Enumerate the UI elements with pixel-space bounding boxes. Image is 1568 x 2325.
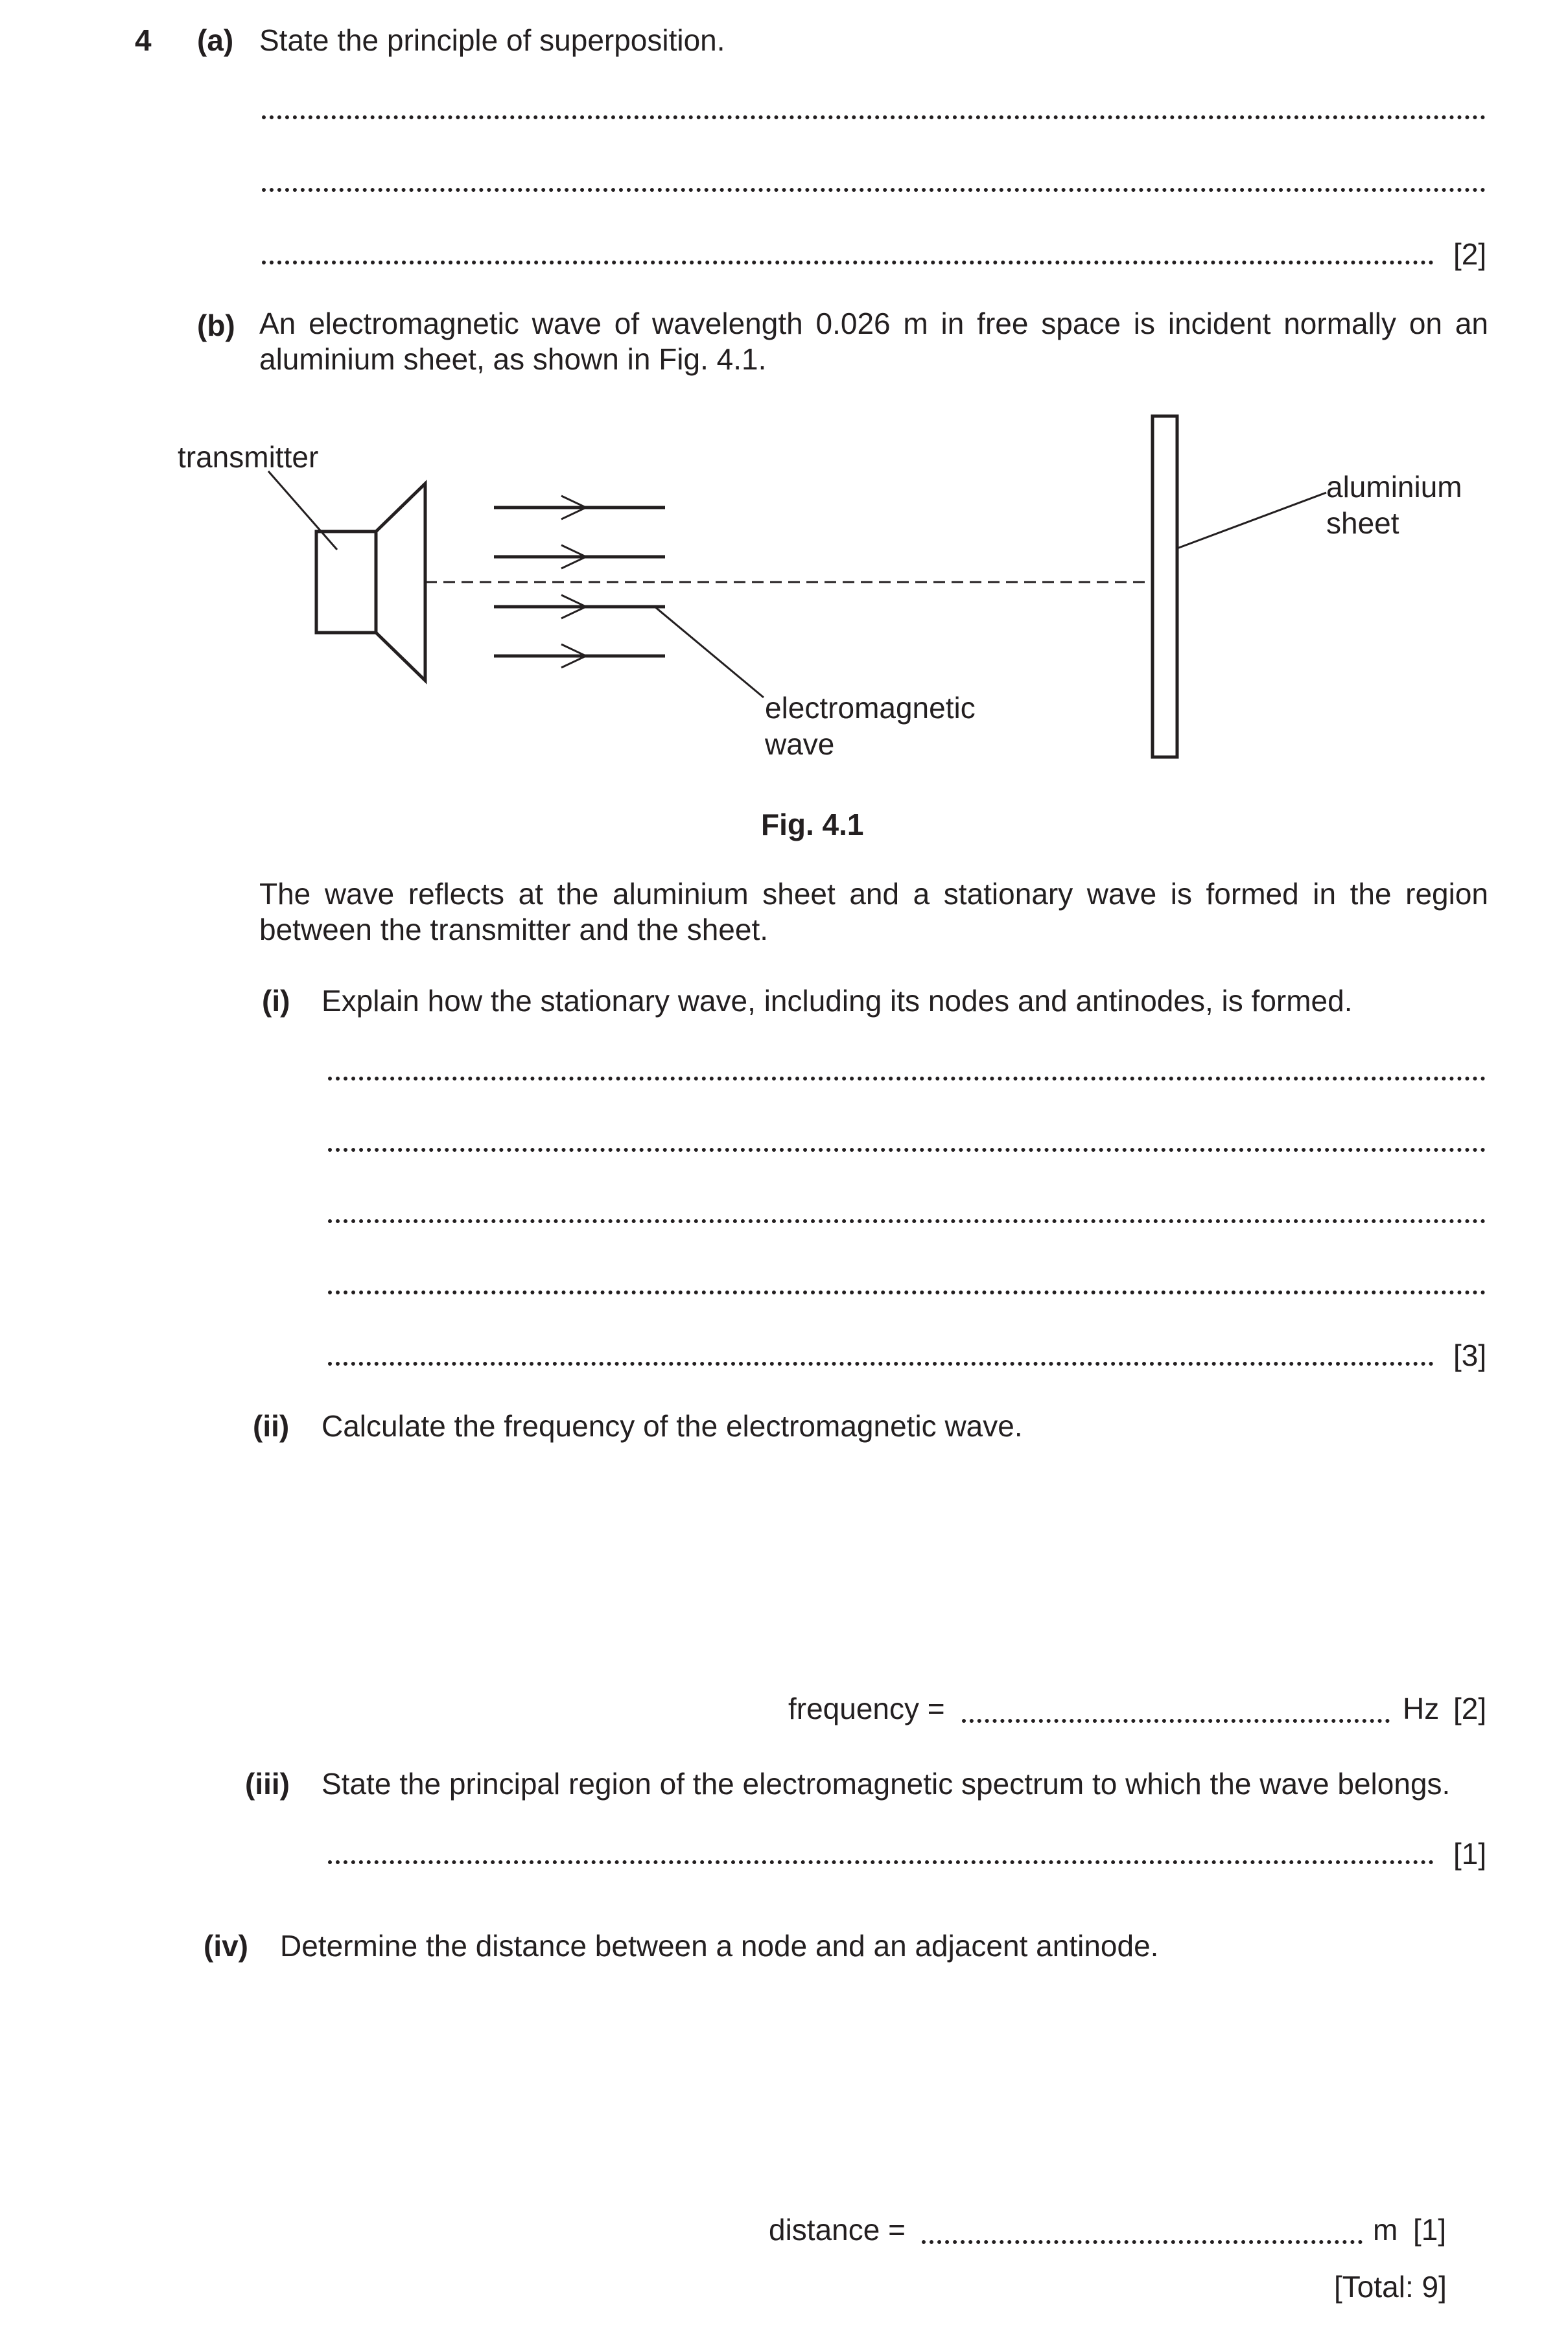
total-marks: [Total: 9] [1334,2270,1447,2304]
part-a-label: (a) [197,23,234,57]
part-a-mark: [2] [1453,237,1487,271]
part-b-ii-mark: [2] [1453,1692,1487,1725]
part-b-ii-text: Calculate the frequency of the electromagnetic wave. [322,1409,1023,1443]
part-b-i-text: Explain how the stationary wave, including its nodes and antinodes, is formed. [322,984,1353,1018]
sheet-label-line1: aluminium [1326,470,1462,504]
question-number: 4 [135,23,152,57]
aluminium-sheet [1153,416,1177,757]
answer-line-iii[interactable] [328,1860,1434,1864]
part-b-iii-mark: [1] [1453,1837,1487,1871]
answer-line-i4[interactable] [328,1291,1486,1294]
transmitter-label: transmitter [178,440,319,474]
distance-answer-line[interactable] [922,2240,1363,2244]
transmitter-box [316,532,376,633]
answer-line-i3[interactable] [328,1219,1486,1223]
stationary-wave-text: The wave reflects at the aluminium sheet and a stationary wave is formed in the region between the transmitter and the sheet. [259,877,1488,946]
frequency-answer-line[interactable] [962,1719,1390,1723]
sheet-label-line2: sheet [1326,506,1399,540]
part-b-iii-text: State the principal region of the electromagnetic spectrum to which the wave belongs. [322,1767,1451,1801]
transmitter-leader-line [268,471,337,550]
part-a-text: State the principle of superposition. [259,23,725,57]
frequency-unit: Hz [1403,1692,1440,1725]
wave-label-line2: wave [765,727,835,761]
answer-line-i5[interactable] [328,1362,1434,1366]
part-b-i-label: (i) [262,984,290,1018]
answer-line-i2[interactable] [328,1148,1486,1152]
part-b-iii-label: (iii) [245,1767,290,1801]
figure-caption: Fig. 4.1 [761,808,864,841]
part-b-iv-label: (iv) [204,1929,248,1963]
part-b-ii-label: (ii) [253,1409,290,1443]
distance-unit: m [1373,2213,1398,2247]
part-b-iv-mark: [1] [1413,2213,1447,2247]
frequency-answer-prefix: frequency = [788,1692,945,1725]
sheet-leader-line [1177,493,1326,548]
distance-answer-prefix: distance = [769,2213,906,2247]
wave-label-line1: electromagnetic [765,691,976,725]
part-b-iv-text: Determine the distance between a node and an adjacent antinode. [280,1929,1159,1963]
answer-line-i1[interactable] [328,1077,1486,1081]
transmitter-horn [376,484,425,681]
part-b-label: (b) [197,309,235,342]
wave-leader-line [655,607,764,697]
part-b-i-mark: [3] [1453,1338,1487,1372]
part-b-text: An electromagnetic wave of wavelength 0.026 m in free space is incident normally on an aluminium sheet, as shown in Fig. 4.1. [259,307,1488,376]
